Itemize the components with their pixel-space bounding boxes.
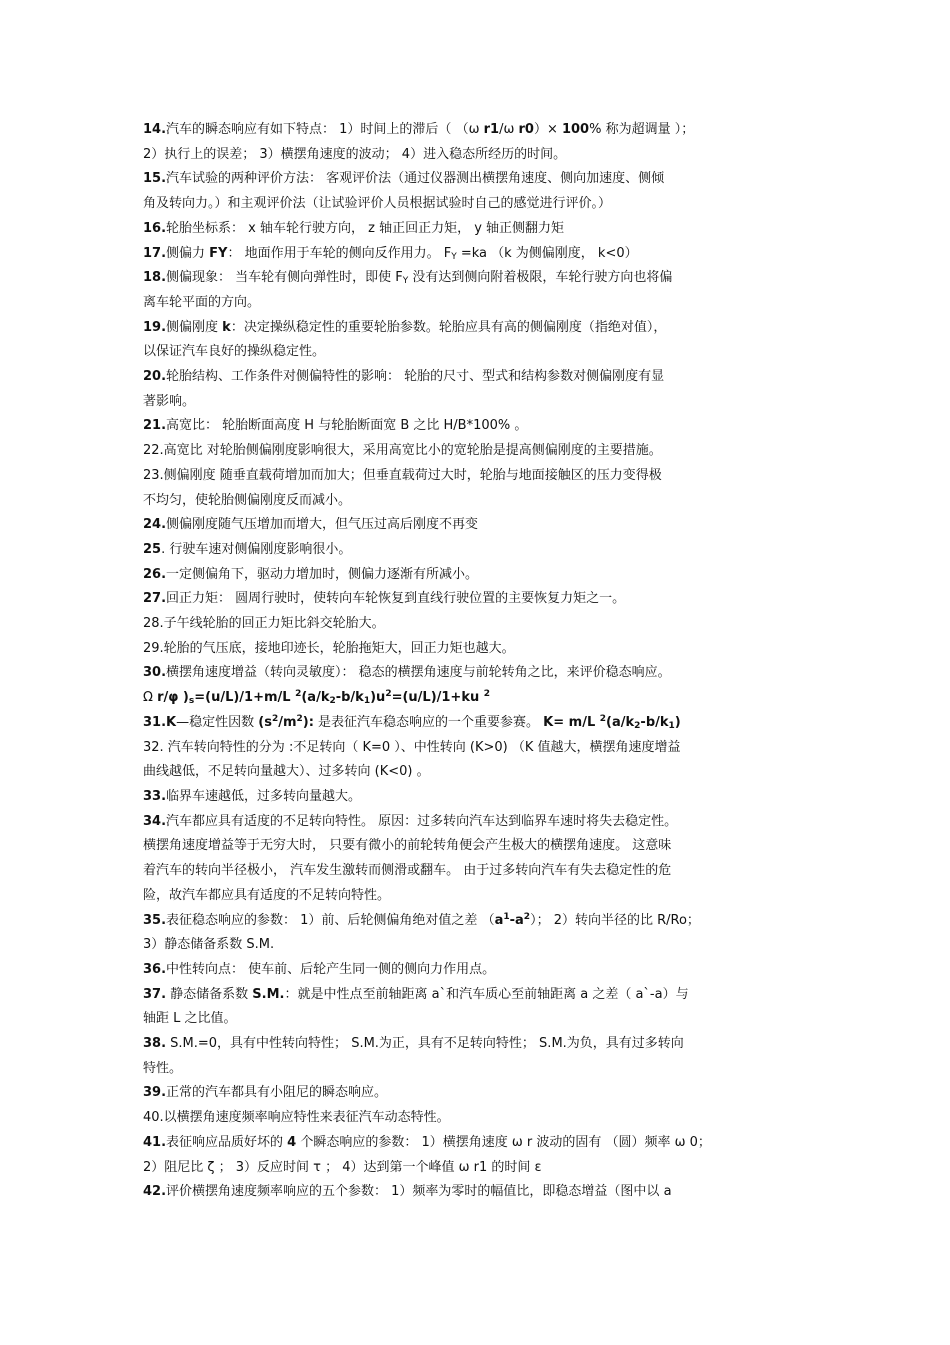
item-42 bbox=[143, 1180, 813, 1205]
item-21 bbox=[143, 414, 813, 439]
item-number: 18. bbox=[143, 270, 167, 286]
formula-bold: =(u/L)/1+ku bbox=[391, 690, 484, 706]
item-text: ）× bbox=[533, 122, 562, 137]
item-text: 侧偏现象： 当车轮有侧向弹性时，即使 F bbox=[166, 270, 403, 286]
item-22: 22.高宽比 对轮胎侧偏刚度影响很大，采用高宽比小的宽轮胎是提高侧偏刚度的主要措施。 bbox=[143, 443, 662, 459]
item-text: . 行驶车速对侧偏刚度影响很小。 bbox=[161, 541, 352, 557]
item-text: ）； 2）转向半径的比 R/Ro； bbox=[530, 912, 700, 928]
item-17 bbox=[143, 242, 813, 267]
item-33 bbox=[143, 785, 813, 810]
item-25 bbox=[143, 538, 813, 563]
superscript: 2 bbox=[296, 713, 303, 724]
item-text: /ω bbox=[499, 122, 519, 137]
item-number: 24. bbox=[143, 517, 167, 533]
item-number: 16. bbox=[143, 220, 167, 236]
item-34-line-2: 横摆角速度增益等于无穷大时， 只要有微小的前轮转角便会产生极大的横摆角速度。 这意味 bbox=[143, 838, 672, 854]
formula-text: Ω bbox=[143, 690, 158, 706]
item-text: 侧偏刚度 bbox=[166, 319, 223, 335]
item-text: 表征响应品质好坏的 bbox=[166, 1134, 288, 1150]
formula-bold: =(u/L)/1+m/L bbox=[194, 690, 296, 706]
item-bold: a bbox=[494, 912, 504, 928]
item-number: 27. bbox=[143, 591, 167, 607]
subscript: 1 bbox=[668, 720, 675, 731]
item-24 bbox=[143, 513, 813, 538]
item-text: 静态储备系数 bbox=[166, 986, 253, 1002]
item-number: 37. bbox=[143, 986, 167, 1002]
item-bold: -a bbox=[509, 912, 524, 928]
item-number: 26. bbox=[143, 566, 167, 582]
item-text: ：决定操纵稳定性的重要轮胎参数。轮胎应具有高的侧偏刚度（指绝对值）， bbox=[230, 319, 667, 335]
item-text: 汽车都应具有适度的不足转向特性。 原因：过多转向汽车达到临界车速时将失去稳定性。 bbox=[166, 813, 678, 829]
item-41-line-1 bbox=[143, 1131, 813, 1156]
item-35-line-1 bbox=[143, 909, 813, 934]
item-bold: K= m/L bbox=[543, 714, 600, 730]
item-bold: (a/k bbox=[606, 714, 635, 730]
item-number: 15. bbox=[143, 171, 167, 187]
item-number: 14. bbox=[143, 122, 167, 137]
item-30 bbox=[143, 661, 813, 686]
formula-bold: -b/k bbox=[335, 690, 364, 706]
item-34-line-4: 险，故汽车都应具有适度的不足转向特性。 bbox=[143, 887, 391, 903]
item-number: 17. bbox=[143, 245, 167, 261]
item-number: 41. bbox=[143, 1134, 167, 1150]
item-text: 表征稳态响应的参数： 1）前、后轮侧偏角绝对值之差 （ bbox=[166, 912, 495, 928]
item-bold: (s bbox=[258, 714, 272, 730]
item-32-line-1: 32. 汽车转向特性的分为 :不足转向（ K=0 ）、中性转向 (K>0) （K 值越大，横摆角速度增益 bbox=[143, 739, 681, 755]
item-34-line-1 bbox=[143, 810, 813, 835]
item-29: 29.轮胎的气压底，接地印迹长，轮胎拖矩大，回正力矩也越大。 bbox=[143, 640, 515, 656]
item-bold: 100 bbox=[561, 122, 590, 137]
subscript: 2 bbox=[634, 720, 641, 731]
item-text: 汽车的瞬态响应有如下特点： 1）时间上的滞后（ （ω bbox=[166, 122, 484, 137]
item-number: 42. bbox=[143, 1184, 167, 1200]
item-38-line-1 bbox=[143, 1032, 813, 1057]
item-bold: 4 bbox=[287, 1134, 297, 1150]
item-number: 36. bbox=[143, 961, 167, 977]
item-35-line-2: 3）静态储备系数 S.M. bbox=[143, 937, 275, 953]
item-20-line-1 bbox=[143, 365, 813, 390]
item-number: 20. bbox=[143, 369, 167, 385]
item-text: 侧偏刚度随气压增加而增大，但气压过高后刚度不再变 bbox=[166, 517, 479, 533]
item-text: 评价横摆角速度频率响应的五个参数： 1）频率为零时的幅值比，即稳态增益（图中以 a bbox=[166, 1184, 672, 1200]
item-bold: FY bbox=[209, 245, 228, 261]
item-bold: K bbox=[166, 714, 177, 730]
item-text: ： 地面作用于车轮的侧向反作用力。 F bbox=[227, 245, 452, 261]
item-number: 21. bbox=[143, 418, 167, 434]
item-15-line-1 bbox=[143, 167, 813, 192]
item-40: 40.以横摆角速度频率响应特性来表征汽车动态特性。 bbox=[143, 1110, 450, 1126]
subscript: Y bbox=[451, 251, 457, 262]
item-37-line-2: 轴距 L 之比值。 bbox=[143, 1011, 237, 1027]
item-36 bbox=[143, 958, 813, 983]
item-15-line-2: 角及转向力。）和主观评价法（让试验评价人员根据试验时自己的感觉进行评价。） bbox=[143, 196, 612, 212]
item-23-line-2: 不均匀，使轮胎侧偏刚度反而减小。 bbox=[143, 492, 352, 508]
item-number: 34. bbox=[143, 813, 167, 829]
item-bold: r0 bbox=[518, 122, 534, 137]
item-bold: ) bbox=[674, 714, 681, 730]
item-number: 35. bbox=[143, 912, 167, 928]
item-39 bbox=[143, 1081, 813, 1106]
item-number: 33. bbox=[143, 788, 167, 804]
item-number: 38. bbox=[143, 1036, 167, 1052]
item-31 bbox=[143, 711, 813, 736]
item-text: 轮胎结构、工作条件对侧偏特性的影响： 轮胎的尺寸、型式和结构参数对侧偏刚度有显 bbox=[166, 369, 665, 385]
superscript: 2 bbox=[295, 689, 302, 700]
item-16 bbox=[143, 217, 813, 242]
item-text: 个瞬态响应的参数： 1）横摆角速度 ω r 波动的固有 （圆）频率 ω 0； bbox=[296, 1134, 711, 1150]
item-text: 横摆角速度增益（转向灵敏度）： 稳态的横摆角速度与前轮转角之比，来评价稳态响应。 bbox=[166, 665, 671, 681]
superscript: 2 bbox=[599, 713, 607, 724]
formula-bold: (a/k bbox=[301, 690, 330, 706]
superscript: 1 bbox=[503, 911, 510, 922]
superscript: 2 bbox=[483, 689, 491, 700]
item-bold: r1 bbox=[483, 122, 500, 137]
item-number: 25 bbox=[143, 541, 162, 557]
item-text: 侧偏力 bbox=[166, 245, 210, 261]
formula-bold: )u bbox=[370, 690, 386, 706]
item-text: =ka （k 为侧偏刚度， k<0） bbox=[456, 245, 638, 261]
subscript: Y bbox=[402, 276, 409, 287]
item-text: 汽车试验的两种评价方法： 客观评价法（通过仪器测出横摆角速度、侧向加速度、侧倾 bbox=[166, 171, 665, 187]
subscript: 1 bbox=[363, 696, 371, 707]
item-text: 轮胎坐标系： x 轴车轮行驶方向， z 轴正回正力矩， y 轴正侧翻力矩 bbox=[166, 220, 565, 236]
item-26 bbox=[143, 563, 813, 588]
item-number: 39. bbox=[143, 1085, 167, 1101]
item-bold: ): bbox=[302, 714, 314, 730]
item-23-line-1: 23.侧偏刚度 随垂直载荷增加而加大；但垂直载荷过大时，轮胎与地面接触区的压力变得极 bbox=[143, 467, 662, 483]
item-37-line-1 bbox=[143, 983, 813, 1008]
item-28: 28.子午线轮胎的回正力矩比斜交轮胎大。 bbox=[143, 616, 385, 632]
item-bold: /m bbox=[278, 714, 297, 730]
item-bold: k bbox=[222, 319, 231, 335]
text-body bbox=[143, 118, 813, 1205]
item-14-line-2: 2）执行上的误差； 3）横摆角速度的波动； 4）进入稳态所经历的时间。 bbox=[143, 146, 567, 162]
item-text: 一定侧偏角下，驱动力增加时，侧偏力逐渐有所减小。 bbox=[166, 566, 479, 582]
item-20-line-2: 著影响。 bbox=[143, 393, 196, 409]
formula-bold: r/φ ) bbox=[157, 690, 189, 706]
item-text: 临界车速越低，过多转向量越大。 bbox=[166, 788, 362, 804]
subscript: s bbox=[188, 696, 195, 707]
item-41-line-2: 2）阻尼比 ζ ； 3）反应时间 τ ； 4）达到第一个峰值 ω r1 的时间 ε bbox=[143, 1159, 542, 1175]
item-text: S.M.=0，具有中性转向特性； S.M.为正，具有不足转向特性； S.M.为负，具有过多转向 bbox=[166, 1036, 684, 1052]
superscript: 2 bbox=[385, 689, 392, 700]
item-text: 没有达到侧向附着极限，车轮行驶方向也将偏 bbox=[408, 270, 673, 286]
item-text: % 称为超调量 ）； bbox=[589, 122, 695, 137]
item-text: —稳定性因数 bbox=[176, 714, 259, 730]
item-34-line-3: 着汽车的转向半径极小， 汽车发生激转而侧滑或翻车。 由于过多转向汽车有失去稳定性的危 bbox=[143, 863, 672, 879]
superscript: 2 bbox=[523, 911, 531, 922]
item-number: 30. bbox=[143, 665, 167, 681]
item-18-line-2: 离车轮平面的方向。 bbox=[143, 294, 261, 310]
item-19-line-1 bbox=[143, 316, 813, 341]
item-19-line-2: 以保证汽车良好的操纵稳定性。 bbox=[143, 344, 326, 360]
item-27 bbox=[143, 587, 813, 612]
item-18-line-1 bbox=[143, 266, 813, 291]
subscript: 2 bbox=[329, 696, 336, 707]
item-text: 高宽比： 轮胎断面高度 H 与轮胎断面宽 B 之比 H/B*100% 。 bbox=[166, 418, 528, 434]
item-bold: -b/k bbox=[640, 714, 669, 730]
item-text: 是表征汽车稳态响应的一个重要参赛。 bbox=[313, 714, 544, 730]
item-text: ：就是中性点至前轴距离 a`和汽车质心至前轴距离 a 之差（ a`-a）与 bbox=[284, 986, 689, 1002]
item-number: 31. bbox=[143, 714, 167, 730]
item-text: 正常的汽车都具有小阻尼的瞬态响应。 bbox=[166, 1085, 388, 1101]
item-38-line-2: 特性。 bbox=[143, 1060, 183, 1076]
item-number: 19. bbox=[143, 319, 167, 335]
item-bold: S.M. bbox=[252, 986, 285, 1002]
superscript: 2 bbox=[271, 713, 279, 724]
item-text: 中性转向点： 使车前、后轮产生同一侧的侧向力作用点。 bbox=[166, 961, 496, 977]
item-14-line-1 bbox=[143, 118, 813, 143]
formula-30 bbox=[143, 686, 813, 711]
item-32-line-2: 曲线越低，不足转向量越大）、过多转向 (K<0) 。 bbox=[143, 764, 430, 780]
item-text: 回正力矩： 圆周行驶时，使转向车轮恢复到直线行驶位置的主要恢复力矩之一。 bbox=[166, 591, 626, 607]
